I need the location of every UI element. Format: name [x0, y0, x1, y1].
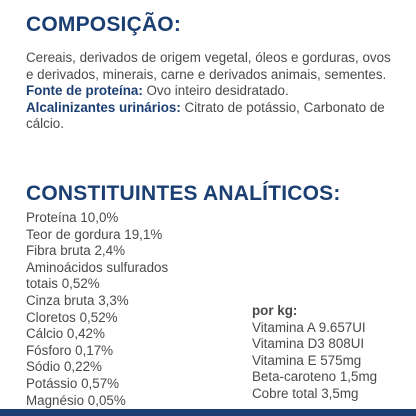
constituent-item: Cálcio 0,42% — [26, 326, 105, 342]
protein-source-label: Fonte de proteína: — [26, 83, 143, 99]
analytical-constituents-heading: CONSTITUINTES ANALÍTICOS: — [26, 182, 341, 205]
per-kg-label: por kg: — [252, 303, 298, 318]
constituents-list — [26, 210, 256, 409]
constituent-item: Cinza bruta 3,3% — [26, 292, 129, 308]
alkalinizers-value: Citrato de potássio, Carbonato de cálcio. — [26, 99, 385, 132]
constituent-item: Cloretos 0,52% — [26, 309, 118, 325]
alkalinizers-label: Alcalinizantes urinários: — [26, 99, 181, 115]
bottom-accent-bar — [0, 409, 416, 416]
constituent-item: Magnésio 0,05% — [26, 392, 126, 408]
per-kg-item: Beta-caroteno 1,5mg — [252, 369, 378, 385]
composition-heading: COMPOSIÇÃO: — [26, 13, 182, 36]
constituent-item: Fibra bruta 2,4% — [26, 243, 125, 259]
alkalinizers-line — [26, 100, 396, 133]
constituent-item: Potássio 0,57% — [26, 375, 120, 391]
constituent-item: Aminoácidos sulfurados — [26, 259, 169, 275]
constituent-item: Teor de gordura 19,1% — [26, 226, 163, 242]
constituent-item: totais 0,52% — [26, 276, 100, 292]
constituent-item: Sódio 0,22% — [26, 359, 102, 375]
constituent-item: Fósforo 0,17% — [26, 342, 114, 358]
per-kg-item: Vitamina E 575mg — [252, 352, 362, 368]
ingredients-text: Cereais, derivados de origem vegetal, óleos e gorduras, ovos e derivados, minerais, carne e derivados animais, sementes. — [26, 50, 391, 82]
per-kg-list — [252, 303, 412, 403]
constituent-item: Proteína 10,0% — [26, 210, 119, 225]
protein-source-value: Ovo inteiro desidratado. — [142, 83, 289, 99]
composition-section — [26, 50, 396, 133]
per-kg-item: Vitamina A 9.657UI — [252, 319, 366, 335]
per-kg-item: Vitamina D3 808UI — [252, 336, 365, 352]
protein-source-line — [26, 83, 396, 100]
per-kg-item: Cobre total 3,5mg — [252, 385, 359, 401]
